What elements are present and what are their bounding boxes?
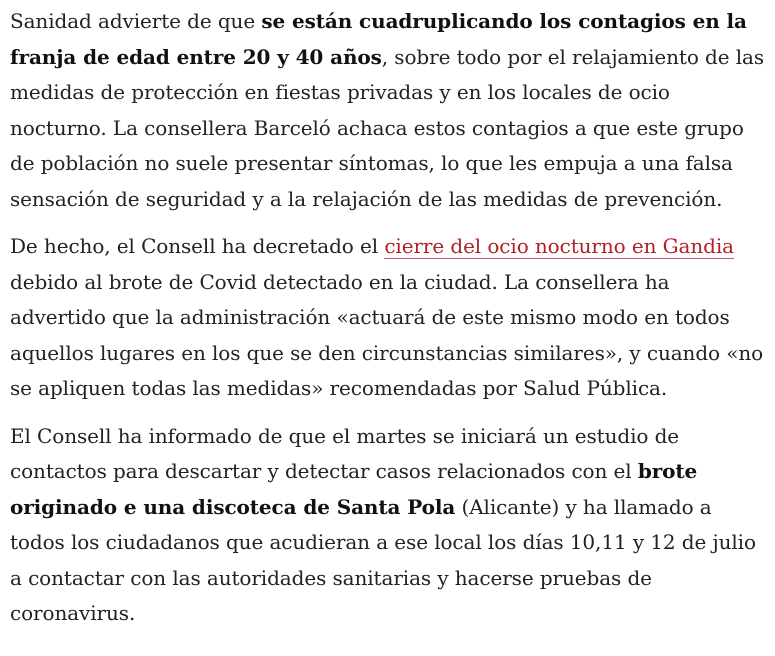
paragraph-3-text-start: El Consell ha informado de que el martes se iniciará un estudio de contactos para descartar y detectar casos relacionados con el — [10, 423, 680, 483]
paragraph-1-text-start: Sanidad advierte de que — [10, 9, 262, 33]
paragraph-1-text-end: , sobre todo por el relajamiento de las medidas de protección en fiestas privadas y en los locales de ocio nocturno. La consellera Barceló achaca estos contagios a que este grupo de población no suele presentar síntomas, lo que les empuja a una falsa sensación de seguridad y a la relajación de las medidas de prevención. — [10, 44, 765, 211]
gandia-nightlife-closure-link[interactable]: cierre del ocio nocturno en Gandia — [384, 234, 734, 258]
paragraph-1 — [10, 4, 765, 217]
paragraph-2 — [10, 229, 765, 407]
paragraph-1-bold-text: se están cuadruplicando los contagios en la franja de edad entre 20 y 40 años — [10, 9, 747, 69]
paragraph-3-text-end: (Alicante) y ha llamado a todos los ciudadanos que acudieran a ese local los días 10,11 y 12 de julio a contactar con las autoridades sanitarias y hacerse pruebas de coronavirus. — [10, 494, 756, 625]
paragraph-2-text-start: De hecho, el Consell ha decretado el — [10, 234, 385, 258]
paragraph-3-bold-text: brote originado e una discoteca de Santa Pola — [10, 459, 698, 519]
paragraph-2-text-end: debido al brote de Covid detectado en la ciudad. La consellera ha advertido que la administración «actuará de este mismo modo en todos aquellos lugares en los que se den circunstancias similares», y cuando «no se apliquen todas las medidas» recomendadas por Salud Pública. — [10, 269, 764, 400]
paragraph-3 — [10, 419, 765, 632]
